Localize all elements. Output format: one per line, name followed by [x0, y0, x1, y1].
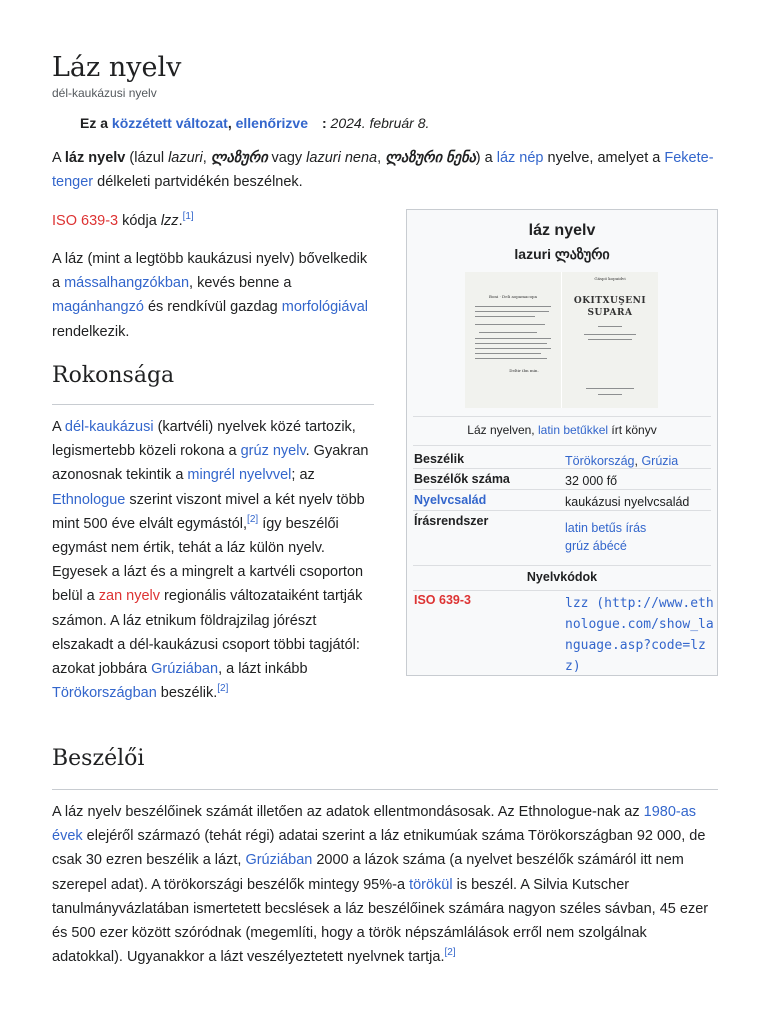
book-page-left [465, 272, 561, 408]
intro-paragraph [52, 146, 717, 194]
infobox-divider [413, 445, 711, 446]
intro-text: , [377, 150, 386, 166]
page-subtitle: dél-kaukázusi nyelv [52, 86, 157, 100]
text-line [475, 338, 551, 339]
speakers-text: elejéről származó (tehát régi) adatai szerint a láz etnikumúak száma Törökországban 92 000, de csak 30 ezren beszélik a lázt, [52, 828, 706, 869]
reference-link[interactable]: [2] [217, 683, 229, 695]
iso-text: . [178, 213, 183, 229]
laz-people-link[interactable]: láz nép [496, 150, 544, 166]
text-line [475, 343, 547, 344]
text-line [475, 324, 545, 325]
infobox-image-caption [407, 423, 717, 437]
intro-native-name: lazuri [168, 150, 203, 166]
book-page-right [562, 272, 658, 408]
text-line [588, 339, 632, 340]
zan-language-link[interactable]: zan nyelv [98, 588, 161, 605]
turkish-link[interactable]: törökül [409, 876, 453, 893]
infobox-divider [413, 565, 711, 566]
page-title: Láz nyelv [52, 52, 182, 83]
text-line [598, 326, 622, 327]
iso-code: lzz [160, 213, 179, 229]
relations-text: szerint viszont mivel a két nyelv több mint 500 éve elvált egymástól, [52, 491, 365, 532]
caption-text: írt könyv [608, 423, 657, 437]
intro-georgian-name-alt: ლაზური ნენა [385, 150, 476, 166]
reference-link[interactable]: [2] [247, 513, 259, 525]
book-title-line2: SUPARA [587, 308, 633, 318]
row-label: Írásrendszer [414, 514, 489, 528]
reviewed-link[interactable]: ellenőrizve [235, 115, 308, 131]
revision-prefix: Ez a [80, 115, 109, 131]
revision-colon: : [321, 115, 327, 131]
georgian-language-link[interactable]: grúz nyelv [240, 443, 306, 460]
phonology-paragraph [52, 247, 372, 344]
intro-bold-name: láz nyelv [64, 150, 126, 166]
intro-georgian-name: ლაზური [210, 150, 268, 166]
relations-text: . Gyakran azonosnak tekintik a [52, 443, 369, 484]
text-line [479, 332, 537, 333]
reference-link[interactable]: [2] [444, 947, 456, 959]
phonology-text: A láz (mint a legtöbb kaukázusi nyelv) bővelkedik a [52, 251, 368, 292]
iso-639-3-link[interactable]: ISO 639-3 [414, 593, 471, 607]
latin-script-link[interactable]: latin betűs írás [565, 521, 647, 535]
black-sea-link[interactable]: Fekete-tenger [52, 150, 714, 191]
section-divider [52, 789, 718, 790]
infobox-divider [413, 489, 711, 490]
1980s-link[interactable]: 1980-as évek [52, 804, 697, 845]
text-line [586, 388, 634, 389]
revision-date: 2024. február 8. [330, 115, 430, 131]
text-line [598, 394, 622, 395]
intro-text: (lázul [125, 150, 169, 166]
row-value [565, 519, 646, 555]
language-family-link[interactable]: Nyelvcsalád [414, 493, 487, 507]
iso-text: kódja [118, 213, 161, 229]
relations-text: beszélik. [156, 685, 218, 702]
speakers-text: A láz nyelv beszélőinek számát illetően az adatok ellentmondásosak. Az Ethnologue-nak az [52, 804, 644, 820]
intro-text: ) a [475, 150, 497, 166]
relations-text: így beszélői egymást nem értik, tehát a láz külön nyelv. Egyesek a lázt és a mingrelt a kartvéli csoporton belül a [52, 515, 364, 605]
georgia-link[interactable]: Grúzia [641, 454, 679, 468]
text-line [584, 334, 636, 335]
speakers-text: 2000 a lázok száma (a nyelvet beszélők számáról itt nem szerepel adat). A törökországi beszélők mintegy 95%-a [52, 852, 684, 893]
phonology-text: rendelkezik. [52, 323, 130, 340]
infobox-divider [413, 510, 711, 511]
revision-notice [80, 115, 429, 131]
infobox-divider [413, 590, 711, 591]
intro-text: , [202, 150, 211, 166]
relations-text: regionális változataiként tartják számon. A láz etnikum földrajzilag jórészt elszakadt a dél-kaukázusi csoport többi tagjától: azokat jobbára [52, 588, 363, 678]
text-line [475, 311, 549, 312]
intro-text: vagy [267, 150, 307, 166]
section-heading-rokonsaga: Rokonsága [52, 363, 175, 388]
ethnologue-link[interactable]: Ethnologue [52, 491, 126, 508]
text-line [475, 306, 551, 307]
book-title-line1: OKITXUŞENI [573, 296, 647, 306]
ethnologue-code-link[interactable]: lzz (http://www.ethnologue.com/show_language.asp?code=lzz) [565, 596, 714, 674]
row-label: Beszélők száma [414, 472, 510, 486]
row-value: 32 000 fő [565, 474, 618, 488]
intro-native-name-alt: lazuri nena [306, 150, 378, 166]
section-heading-beszeloi: Beszélői [52, 746, 145, 771]
phonology-text: és rendkívül gazdag [143, 299, 282, 316]
section-divider [52, 404, 374, 405]
vowel-link[interactable]: magánhangzó [52, 299, 144, 316]
iso-639-3-link[interactable]: ISO 639-3 [52, 213, 119, 229]
text-line [475, 353, 541, 354]
turkey-link[interactable]: Törökország [565, 454, 635, 468]
text-line [475, 358, 547, 359]
row-label: Beszélik [414, 452, 465, 466]
latin-letters-link[interactable]: latin betűkkel [537, 423, 609, 437]
georgia-link[interactable]: Grúziában [245, 852, 313, 869]
turkey-link[interactable]: Törökországban [52, 685, 157, 702]
relations-text: (kartvéli) nyelvek közé tartozik, legismertebb közeli rokona a [52, 419, 356, 460]
published-version-link[interactable]: közzétett változat [111, 115, 228, 131]
row-value: kaukázusi nyelvcsalád [565, 495, 690, 509]
phonology-text: , kevés benne a [189, 275, 292, 292]
relations-paragraph [52, 415, 377, 705]
speakers-paragraph [52, 800, 720, 969]
iso-paragraph [52, 209, 382, 233]
relations-text: ; az [291, 467, 315, 484]
morphology-link[interactable]: morfológiával [281, 299, 369, 316]
infobox-title: láz nyelv [528, 222, 596, 239]
book-author: Gáspó kopuidvi [594, 276, 626, 281]
mingrelian-link[interactable]: mingrél nyelvvel [187, 467, 292, 484]
text-line [475, 348, 551, 349]
infobox-divider [413, 468, 711, 469]
infobox-divider [413, 416, 711, 417]
language-codes-heading: Nyelvkódok [526, 570, 598, 584]
georgian-alphabet-link[interactable]: grúz ábécé [565, 539, 627, 553]
intro-text: A [52, 150, 65, 166]
value-separator: , [634, 454, 642, 468]
book-page-heading: Boni · Deli aopamacopa [489, 294, 537, 299]
revision-sep: , [227, 115, 232, 131]
georgia-link[interactable]: Grúziában [151, 661, 219, 678]
reference-link[interactable]: [1] [182, 211, 194, 223]
relations-text: A [52, 419, 65, 435]
south-caucasian-link[interactable]: dél-kaukázusi [64, 419, 154, 435]
intro-text: nyelve, amelyet a [543, 150, 665, 166]
relations-text: , a lázt inkább [218, 661, 308, 678]
book-image[interactable] [465, 272, 658, 408]
text-line [475, 316, 535, 317]
speakers-text: is beszél. A Silvia Kutscher tanulmányvázlatában ismertetett becslések a láz beszélőinek számára nagyon széles sávban, 45 ezer és 500 ezer között szóródnak (megemlíti, hogy a török népszámlálások erről nem szolgálnak adatokkal). Ugyanakkor a lázt veszélyeztetett nyelvnek tartja. [52, 876, 709, 966]
caption-text: Láz nyelven, [467, 423, 538, 437]
intro-text: délkeleti partvidékén beszélnek. [93, 174, 303, 191]
consonants-link[interactable]: mássalhangzókban [64, 275, 190, 292]
language-infobox [406, 209, 718, 676]
infobox-native-name: lazuri ლაზური [514, 246, 610, 262]
book-page-signature: Deltir ibn min. [509, 368, 539, 373]
